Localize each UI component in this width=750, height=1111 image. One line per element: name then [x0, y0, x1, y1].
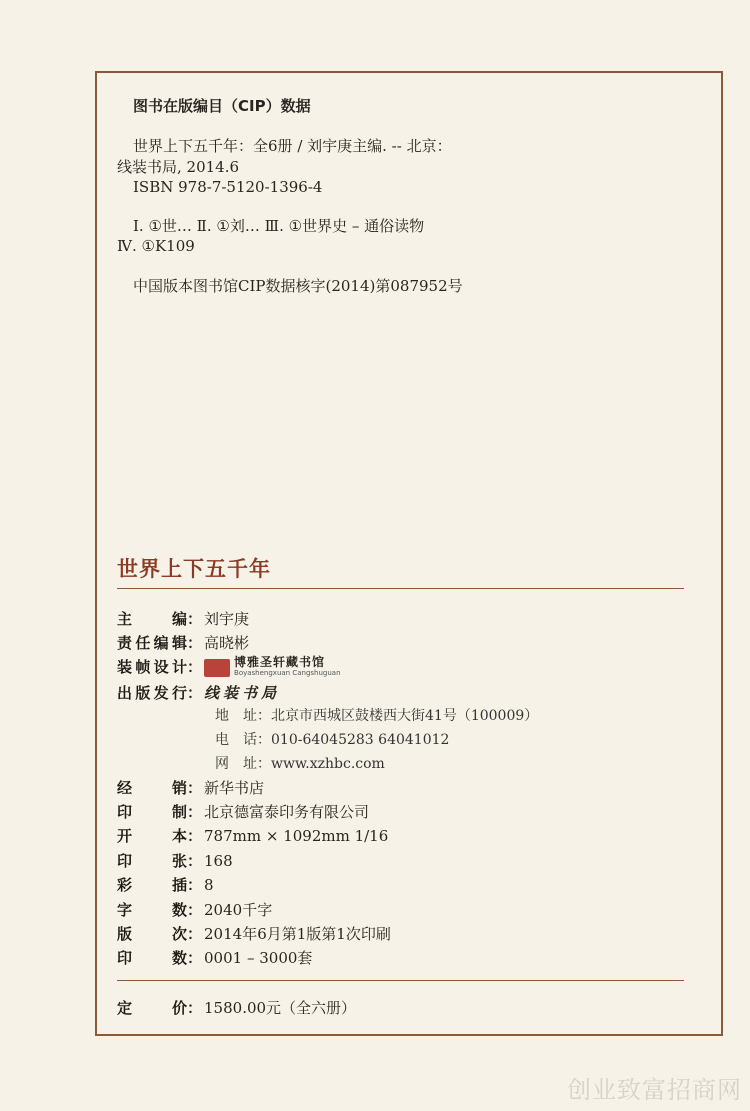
sheets-label: 印张	[117, 852, 187, 870]
edition-label: 版次	[117, 925, 187, 943]
address-value: 北京市西城区鼓楼西大街41号（100009）	[271, 708, 539, 724]
copies-value: 0001 – 3000套	[204, 949, 313, 967]
resp-editor-label: 责任编辑	[117, 634, 187, 652]
website-label: 网址	[215, 756, 257, 772]
distributor-label: 经销	[117, 779, 187, 797]
price-label: 定价	[117, 999, 187, 1017]
words-value: 2040千字	[204, 901, 273, 919]
cip-title: 图书在版编目（CIP）数据	[133, 97, 311, 115]
sheets-row: 印张： 168	[117, 852, 233, 870]
phone-value: 010-64045283 64041012	[271, 732, 450, 748]
plates-label: 彩插	[117, 876, 187, 894]
printer-value: 北京德富泰印务有限公司	[204, 803, 370, 821]
design-label: 装帧设计	[117, 658, 187, 676]
cip-isbn: ISBN 978-7-5120-1396-4	[133, 178, 323, 196]
resp-editor-value: 高晓彬	[204, 634, 250, 652]
copies-label: 印数	[117, 949, 187, 967]
distributor-value: 新华书店	[204, 779, 265, 797]
website-value: www.xzhbc.com	[271, 756, 385, 772]
cip-line-1: 世界上下五千年：全6册 / 刘宇庚主编. -- 北京：	[133, 137, 452, 155]
words-label: 字数	[117, 901, 187, 919]
title-divider	[117, 588, 684, 589]
price-row: 定价： 1580.00元（全六册）	[117, 999, 357, 1017]
cip-classification-2: Ⅳ. ①K109	[117, 237, 195, 255]
price-divider	[117, 980, 684, 981]
phone-row: 电话：010-64045283 64041012	[215, 732, 450, 748]
format-value: 787mm × 1092mm 1/16	[204, 827, 389, 845]
design-seal-logo	[204, 659, 230, 677]
book-title: 世界上下五千年	[117, 557, 271, 581]
editor-label: 主编	[117, 610, 187, 628]
publisher-label: 出版发行	[117, 684, 187, 702]
address-row: 地址：北京市西城区鼓楼西大街41号（100009）	[215, 708, 539, 724]
distributor-row: 经销： 新华书店	[117, 779, 265, 797]
words-row: 字数： 2040千字	[117, 901, 273, 919]
address-label: 地址	[215, 708, 257, 724]
cip-classification-1: Ⅰ. ①世… Ⅱ. ①刘… Ⅲ. ①世界史 – 通俗读物	[133, 217, 425, 235]
format-row: 开本： 787mm × 1092mm 1/16	[117, 827, 389, 845]
design-logo-en: Boyashengxuan Cangshuguan	[234, 669, 341, 677]
plates-row: 彩插： 8	[117, 876, 214, 894]
sheets-value: 168	[204, 852, 233, 870]
editor-row: 主编： 刘宇庚	[117, 610, 250, 628]
edition-value: 2014年6月第1版第1次印刷	[204, 925, 391, 943]
price-value: 1580.00元（全六册）	[204, 999, 357, 1017]
format-label: 开本	[117, 827, 187, 845]
design-logo-cn: 博雅圣轩藏书馆	[234, 655, 326, 669]
plates-value: 8	[204, 876, 214, 894]
phone-label: 电话	[215, 732, 257, 748]
publisher-value: 线装书局	[204, 684, 281, 702]
editor-value: 刘宇庚	[204, 610, 250, 628]
resp-editor-row: 责任编辑： 高晓彬	[117, 634, 250, 652]
edition-row: 版次： 2014年6月第1版第1次印刷	[117, 925, 391, 943]
website-row: 网址：www.xzhbc.com	[215, 756, 385, 772]
cip-line-2: 线装书局, 2014.6	[117, 158, 240, 176]
copies-row: 印数： 0001 – 3000套	[117, 949, 313, 967]
printer-label: 印制	[117, 803, 187, 821]
printer-row: 印制： 北京德富泰印务有限公司	[117, 803, 370, 821]
publisher-row: 出版发行： 线装书局	[117, 684, 281, 702]
design-row: 装帧设计： 博雅圣轩藏书馆 Boyashengxuan Cangshuguan	[117, 655, 341, 677]
site-watermark: 创业致富招商网	[567, 1076, 742, 1104]
cip-approval-number: 中国版本图书馆CIP数据核字(2014)第087952号	[133, 277, 463, 295]
